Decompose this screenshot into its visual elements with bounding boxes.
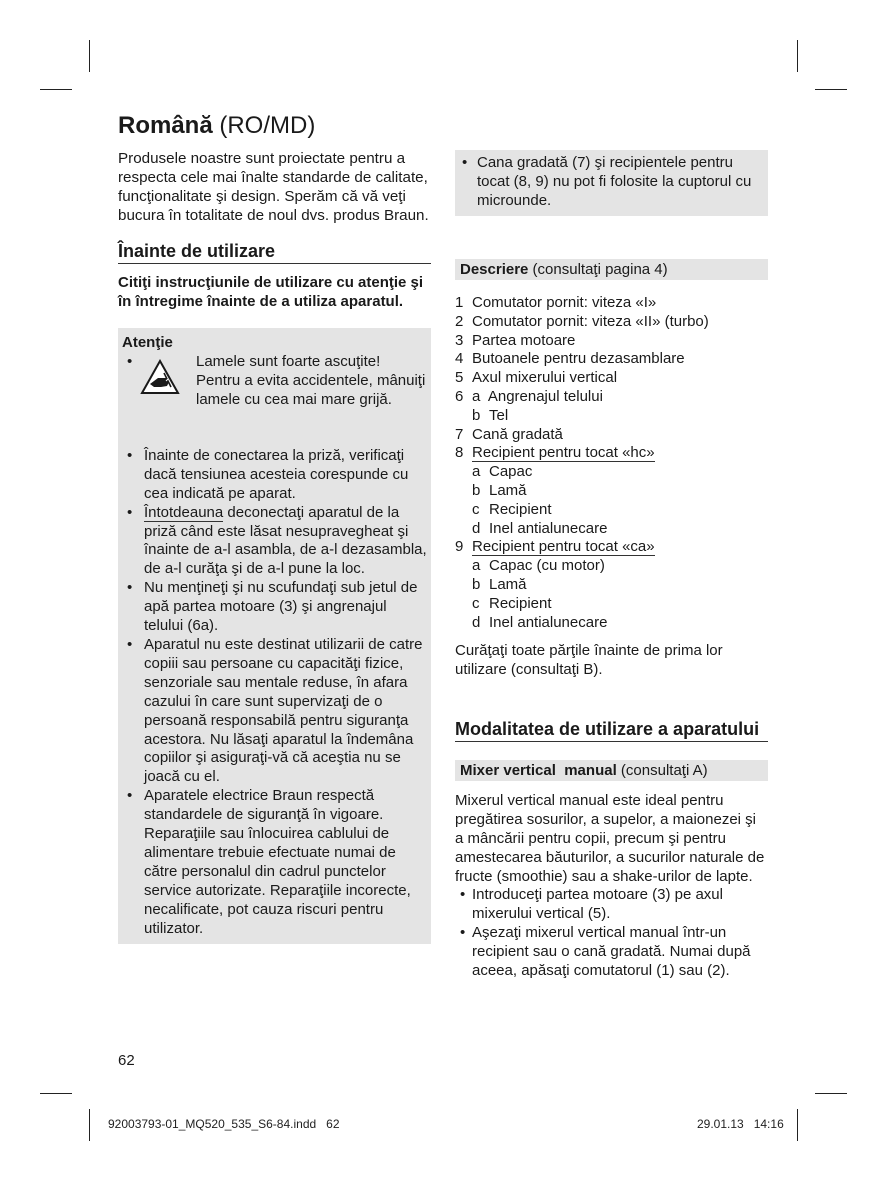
list-item: 6 a Angrenajul telului	[455, 387, 603, 405]
before-use-instruction: Citiţi instrucţiunile de utilizare cu atenţie şi în întregime înainte de a utiliza aparatul.	[118, 274, 424, 310]
list-item: 1 Comutator pornit: viteza «I»	[455, 294, 657, 311]
crop-mark	[89, 1109, 90, 1141]
description-header: Descriere (consultaţi pagina 4)	[455, 259, 768, 280]
date-slug: 29.01.13 14:16	[697, 1117, 784, 1131]
warning-item: • Nu menţineţi şi nu scufundaţi sub jetul de apă partea motoare (3) şi angrenajul telului (6a).	[122, 579, 427, 636]
warning-item: • Aparatul nu este destinat utilizarii de catre copiii sau persoane cu capacităţi fizice, senzoriale sau mentale reduse, în afara cazului în care sunt supervizaţi de o persoană responsabilă pentru siguranţa acestora. Nu lăsaţi aparatul la îndemâna copiilor şi asiguraţi-vă că aceştia nu se joacă cu el.	[122, 636, 427, 787]
crop-mark	[815, 89, 847, 90]
list-subitem: a Capac	[472, 463, 533, 481]
list-item: 5 Axul mixerului vertical	[455, 369, 618, 387]
list-subitem: b Tel	[472, 406, 509, 424]
list-item: 2 Comutator pornit: viteza «II» (turbo)	[455, 312, 709, 330]
right-column	[455, 150, 768, 980]
list-subitem: c Recipient	[472, 594, 552, 612]
warning-item-always: • Întotdeauna deconectaţi aparatul de la priză când este lăsat nesupravegheat şi înainte de a-l asambla, de a-l dezasambla, de a-l curăţa şi de a-l pune la loc.	[122, 504, 427, 580]
before-use-heading: Înainte de utilizare	[118, 240, 431, 264]
usage-paragraph: Mixerul vertical manual este ideal pentru pregătirea sosurilor, a supelor, a maionezei şi a mâncării pentru copii, precum şi pentru amestecarea băuturilor, a sucurilor naturale de fructe (smoothie) sau a shake-urilor de lapte.	[455, 792, 765, 885]
list-item: 4 Butoanele pentru dezasamblare	[455, 350, 685, 368]
left-column	[118, 112, 431, 944]
list-item: 3 Partea motoare	[455, 331, 576, 349]
mixer-subheader: Mixer vertical manual (consultaţi A)	[455, 760, 768, 781]
warning-box	[118, 328, 431, 944]
warning-list	[122, 447, 427, 939]
list-subitem: a Capac (cu motor)	[472, 557, 605, 575]
warning-item: • Aparatele electrice Braun respectă standardele de siguranţă în vigoare. Reparaţiile sau înlocuirea cablului de alimentare trebuie efectuate numai de către personalul din cadrul punctelor service autorizate. Reparaţiile incorecte, necalificate, pot cauza riscuri pentru utilizator.	[122, 787, 427, 938]
usage-step: • Aşezaţi mixerul vertical manual într-un recipient sau o cană gradată. Numai după aceea, apăsaţi comutatorul (1) sau (2).	[455, 924, 768, 980]
intro-paragraph: Produsele noastre sunt proiectate pentru a respecta cele mai înalte standarde de calitate, funcţionalitate şi design. Sperăm că vă veţi bucura în totalitate de noul dvs. produs Braun.	[118, 150, 429, 224]
list-subitem: b Lamă	[472, 481, 527, 499]
list-item: 8 Recipient pentru tocat «hc»	[455, 444, 655, 462]
warning-title: Atenţie	[122, 334, 173, 351]
list-item: 9 Recipient pentru tocat «ca»	[455, 538, 655, 556]
list-subitem: b Lamă	[472, 575, 527, 593]
warning-blade-item: • Lamele sunt foarte ascuţite! Pentru a evita accidentele, mânuiţi lamele cu cea mai mare grijă.	[127, 352, 426, 408]
crop-mark	[40, 89, 72, 90]
list-subitem: d Inel antialunecare	[472, 613, 608, 631]
warning-item: • Înainte de conectarea la priză, verificaţi dacă tensiunea acesteia corespunde cu cea indicată pe aparat.	[122, 447, 427, 504]
parts-list	[455, 294, 768, 632]
page-title: Română (RO/MD)	[118, 112, 316, 139]
file-slug: 92003793-01_MQ520_535_S6-84.indd 62	[108, 1117, 340, 1131]
list-subitem: c Recipient	[472, 500, 552, 518]
crop-mark	[40, 1093, 72, 1094]
microwave-note: • Cana gradată (7) şi recipientele pentru tocat (8, 9) nu pot fi folosite la cuptorul cu microunde.	[459, 153, 764, 210]
list-item: 7 Cană gradată	[455, 425, 563, 443]
crop-mark	[89, 40, 90, 72]
crop-mark	[797, 40, 798, 72]
usage-step: • Introduceţi partea motoare (3) pe axul mixerului vertical (5).	[455, 886, 768, 924]
crop-mark	[797, 1109, 798, 1141]
page-number: 62	[118, 1052, 135, 1069]
list-subitem: d Inel antialunecare	[472, 519, 608, 537]
crop-mark	[815, 1093, 847, 1094]
usage-steps	[455, 886, 768, 980]
hand-cut-warning-icon	[140, 359, 180, 395]
microwave-note-box	[455, 150, 768, 216]
cleaning-note: Curăţaţi toate părţile înainte de prima lor utilizare (consultaţi B).	[455, 642, 723, 679]
usage-heading: Modalitatea de utilizare a aparatului	[455, 719, 768, 742]
